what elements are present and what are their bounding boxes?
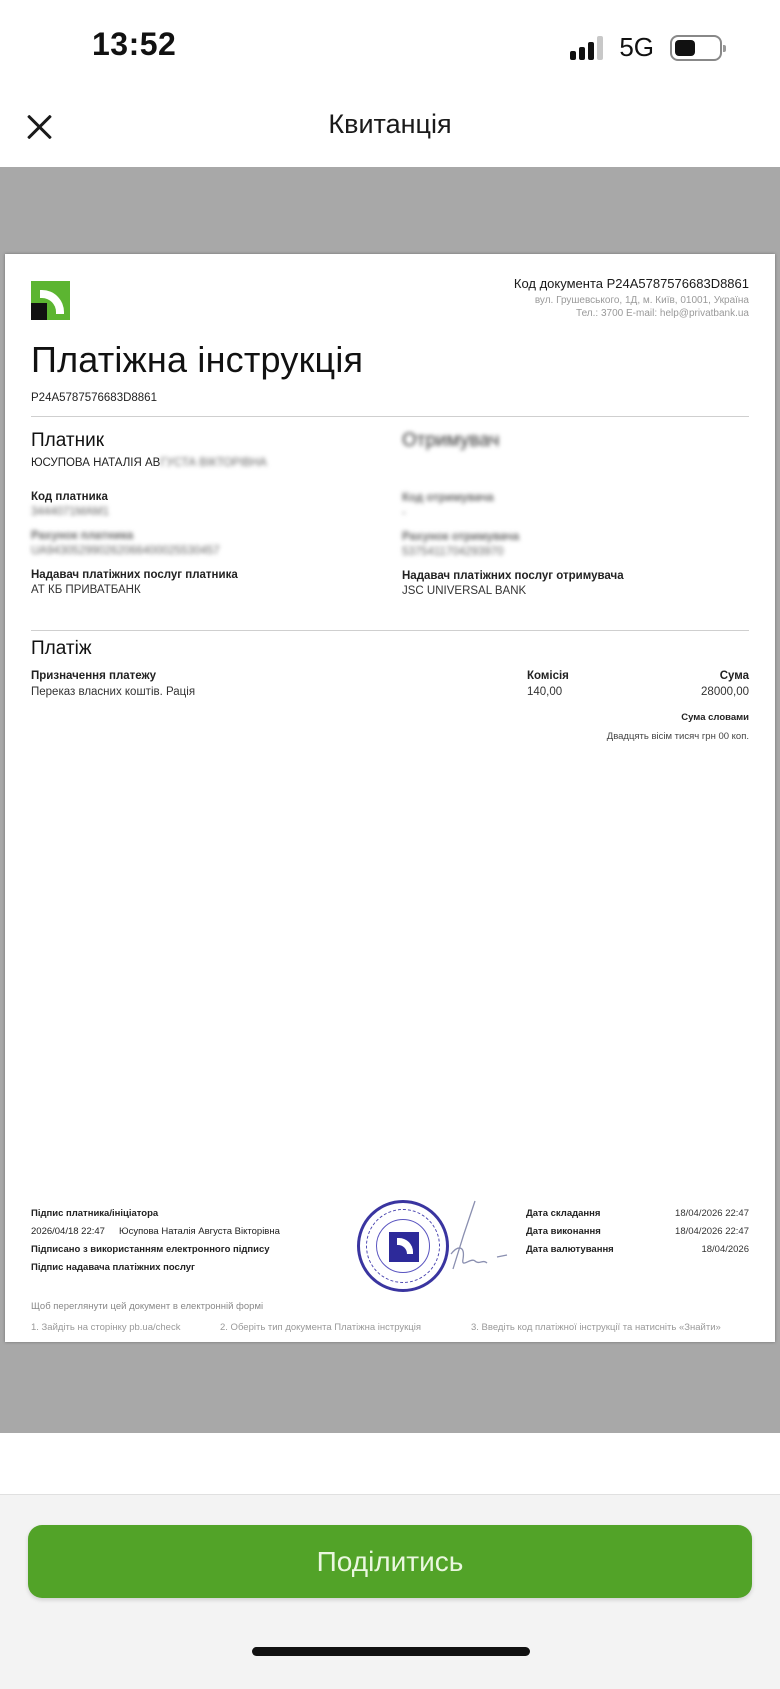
document-title: Платіжна інструкція: [31, 339, 364, 380]
battery-icon: [670, 35, 722, 61]
status-bar: [0, 0, 780, 95]
signature-block: [31, 1205, 280, 1277]
recipient-code-label: Код отримувача: [402, 492, 494, 504]
bank-stamp-icon: [357, 1200, 449, 1292]
help-step-2: 2. Оберіть тип документа Платіжна інструкція: [220, 1322, 421, 1333]
amount-words-value: Двадцять вісім тисяч грн 00 коп.: [606, 731, 749, 742]
dates-block: [526, 1205, 749, 1259]
status-indicators: [570, 32, 722, 63]
recipient-account-value: 5375411704293970: [402, 546, 504, 558]
payer-name: ЮСУПОВА НАТАЛІЯ АВГУСТА ВІКТОРІВНА: [31, 457, 267, 469]
date-executed: Дата виконання 18/04/2026 22:47: [526, 1226, 749, 1237]
home-indicator: [252, 1647, 530, 1656]
help-title: Щоб переглянути цей документ в електронній формі: [31, 1301, 264, 1312]
payer-provider-label: Надавач платіжних послуг платника: [31, 569, 238, 581]
app-header: [0, 95, 780, 167]
signal-icon: [570, 36, 603, 60]
bottom-action-bar: [0, 1495, 780, 1689]
electronic-signature-label: Підписано з використанням електронного підпису: [31, 1244, 270, 1255]
help-step-3: 3. Введіть код платіжної інструкції та натисніть «Знайти»: [471, 1322, 721, 1333]
payer-signature-label: Підпис платника/ініціатора: [31, 1208, 159, 1219]
payer-heading: Платник: [31, 430, 105, 451]
bottom-spacer: [0, 1433, 780, 1495]
document-number: P24A5787576683D8861: [31, 392, 157, 404]
payer-signature-info: 2026/04/18 22:47 Юсупова Наталія Августа Вікторівна: [31, 1226, 280, 1237]
help-step-1: 1. Зайдіть на сторінку pb.ua/check: [31, 1322, 181, 1333]
page-title: Квитанція: [328, 109, 452, 139]
recipient-provider-label: Надавач платіжних послуг отримувача: [402, 570, 624, 582]
document-meta: [514, 276, 749, 320]
bank-contacts: Тел.: 3700 E-mail: help@privatbank.ua: [576, 308, 749, 319]
amount-words-label: Сума словами: [681, 712, 749, 723]
help-steps: [31, 1322, 749, 1333]
payment-fee: Комісія 140,00: [527, 670, 569, 698]
date-created: Дата складання 18/04/2026 22:47: [526, 1208, 749, 1219]
recipient-heading: Отримувач: [402, 430, 500, 451]
recipient-section: [402, 430, 762, 609]
recipient-account-label: Рахунок отримувача: [402, 531, 520, 543]
payer-account-label: Рахунок платника: [31, 530, 134, 542]
payer-provider-value: АТ КБ ПРИВАТБАНК: [31, 584, 141, 596]
document-viewer[interactable]: [0, 167, 780, 1433]
payer-code-label: Код платника: [31, 491, 108, 503]
recipient-name: [402, 457, 762, 470]
recipient-code-value: -: [402, 507, 406, 519]
payer-account-value: UA943052990262066400025530457: [31, 545, 220, 557]
bank-address: вул. Грушевського, 1Д, м. Київ, 01001, Україна: [534, 295, 749, 306]
recipient-provider-value: JSC UNIVERSAL BANK: [402, 585, 527, 597]
document-code: Код документа P24A5787576683D8861: [513, 276, 749, 291]
divider: [31, 630, 749, 631]
status-time: 13:52: [92, 26, 177, 62]
payer-code-value: 3444071МАМ1: [31, 506, 109, 518]
date-value: Дата валютування 18/04/2026: [526, 1244, 749, 1255]
privatbank-logo-icon: [31, 281, 70, 320]
handwritten-signature-icon: [445, 1199, 515, 1284]
payment-heading: Платіж: [31, 638, 92, 659]
divider: [31, 416, 749, 417]
receipt-document: [5, 254, 775, 1342]
network-type: 5G: [619, 32, 654, 62]
provider-signature-label: Підпис надавача платіжних послуг: [31, 1262, 195, 1273]
payment-amount: Сума 28000,00: [701, 670, 749, 698]
payment-purpose: Призначення платежу Переказ власних коштів. Рація: [31, 670, 196, 698]
share-button[interactable]: Поділитись: [28, 1525, 752, 1598]
payer-section: [31, 430, 391, 608]
